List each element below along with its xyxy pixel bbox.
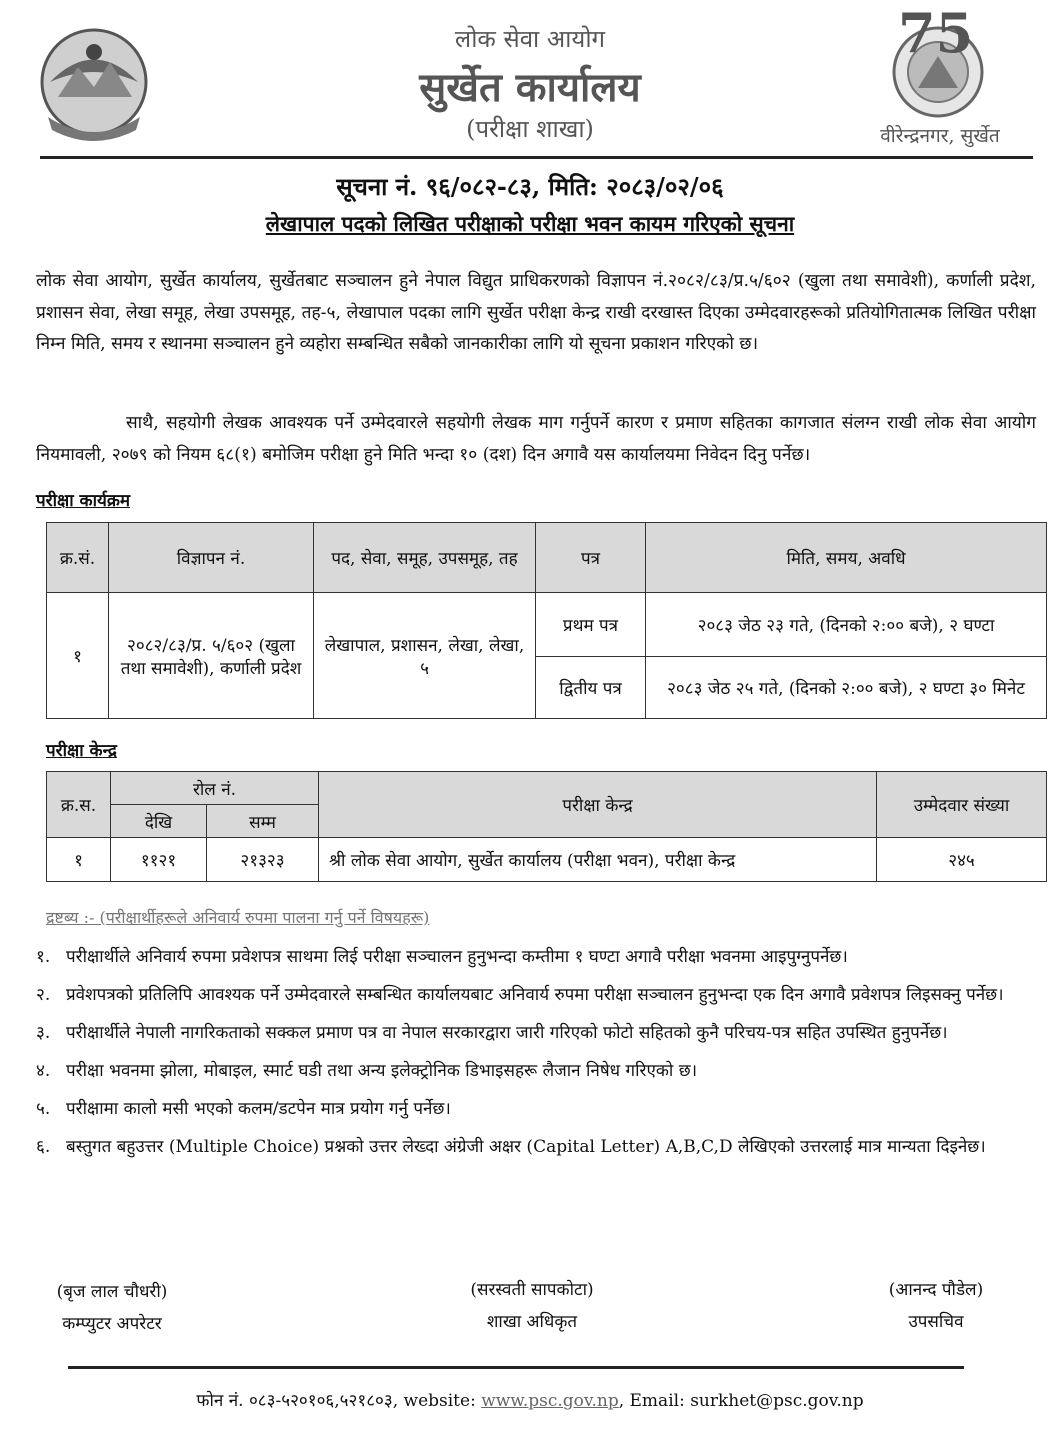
body-paragraph-1: लोक सेवा आयोग, सुर्खेत कार्यालय, सुर्खेतबाट सञ्चालन हुने नेपाल विद्युत प्राधिकरणको विज्ञापन नं.२०८२/८३/प्र.५/६०२ (खुला तथा समावेशी), कर्णाली प्रदेश, प्रशासन सेवा, लेखा समूह, लेखा उपसमूह, तह-५, लेखापाल पदका लागि सुर्खेत परीक्षा केन्द्र राखी दरखास्त दिएका उम्मेदवारहरूको प्रतियोगितात्मक लिखित परीक्षा निम्न मिति, समय र स्थानमा सञ्चालन हुने व्यहोरा सम्बन्धित सबैको जानकारीका लागि यो सूचना प्रकाशन गरिएको छ। [36, 271, 1036, 354]
notice-subject [100, 210, 960, 238]
note-text: बस्तुगत बहुउत्तर (Multiple Choice) प्रश्नको उत्तर लेख्दा अंग्रेजी अक्षर (Capital Letter) A,B,C,D लेखिएको उत्तरलाई मात्र मान्यता दिइनेछ। [66, 1137, 986, 1157]
schedule-header-post: पद, सेवा, समूह, उपसमूह, तह [314, 523, 536, 593]
signature-title: उपसचिव [908, 1312, 964, 1332]
schedule-title: परीक्षा कार्यक्रम [36, 491, 131, 511]
note-text: परीक्षार्थीले नेपाली नागरिकताको सक्कल प्रमाण पत्र वा नेपाल सरकारद्वारा जारी गरिएको फोटो सहितको कुनै परिचय-पत्र सहित उपस्थित हुनुपर्नेछ। [66, 1023, 948, 1043]
footer-email: , Email: surkhet@psc.gov.np [618, 1391, 864, 1411]
footer-contact [60, 1388, 1000, 1411]
notice-subject-text: लेखापाल पदको लिखित परीक्षाको परीक्षा भवन कायम गरिएको सूचना [265, 211, 795, 236]
org-name: लोक सेवा आयोग [454, 25, 606, 53]
schedule-header-adv: विज्ञापन नं. [109, 523, 314, 593]
footer-website-link[interactable]: www.psc.gov.np [481, 1391, 619, 1411]
signature-block-1 [12, 1276, 212, 1340]
schedule-paper-2: द्वितीय पत्र [536, 657, 646, 719]
branch-name: (परीक्षा शाखा) [466, 115, 594, 143]
note-item [36, 1054, 1036, 1088]
logo-number: 75 [898, 8, 974, 65]
psc-75-years-logo-icon [878, 8, 998, 120]
note-text: प्रवेशपत्रको प्रतिलिपि आवश्यक पर्ने उम्मेदवारले सम्बन्धित कार्यालयबाट अनिवार्य रुपमा परीक्षा सञ्चालन हुनुभन्दा एक दिन अगावै प्रवेशपत्र लिइसक्नु पर्नेछ। [66, 985, 1004, 1005]
signature-name: (सरस्वती सापकोटा) [470, 1280, 594, 1300]
centre-header-to: सम्म [207, 805, 319, 838]
footer-divider [68, 1366, 964, 1369]
office-location: वीरेन्द्रनगर, सुर्खेत [880, 125, 1000, 147]
centre-header-count: उम्मेदवार संख्या [877, 772, 1047, 838]
header-divider [40, 156, 1033, 159]
schedule-adv-no: २०८२/८३/प्र. ५/६०२ (खुला तथा समावेशी), कर्णाली प्रदेश [109, 593, 314, 719]
schedule-header-paper: पत्र [536, 523, 646, 593]
body-paragraph-2: साथै, सहयोगी लेखक आवश्यक पर्ने उम्मेदवारले सहयोगी लेखक माग गर्नुपर्ने कारण र प्रमाण सहितका कागजात संलग्न राखी लोक सेवा आयोग नियमावली, २०७९ को नियम ६८(१) बमोजिम परीक्षा हुने मिति भन्दा १० (दश) दिन अगावै यस कार्यालयमा निवेदन दिनु पर्नेछ। [36, 413, 1036, 465]
centre-header-roll: रोल नं. [111, 772, 319, 805]
note-item [36, 978, 1036, 1012]
schedule-sn: १ [47, 593, 109, 719]
schedule-datetime-1: २०८३ जेठ २३ गते, (दिनको २:०० बजे), २ घण्टा [646, 593, 1047, 657]
schedule-header-datetime: मिति, समय, अवधि [646, 523, 1047, 593]
schedule-table [46, 522, 1047, 719]
signature-title: शाखा अधिकृत [486, 1312, 578, 1332]
centre-count: २४५ [877, 838, 1047, 882]
note-number: ५. [36, 1099, 51, 1119]
centre-roll-from: ११२१ [111, 838, 207, 882]
signature-block-2 [432, 1274, 632, 1338]
signature-name: (आनन्द पौडेल) [888, 1280, 984, 1300]
note-item [36, 940, 1036, 974]
notes-list [36, 940, 1036, 1168]
schedule-post: लेखापाल, प्रशासन, लेखा, लेखा, ५ [314, 593, 536, 719]
note-number: १. [36, 947, 51, 967]
note-number: ६. [36, 1137, 51, 1157]
note-item [36, 1016, 1036, 1050]
note-item [36, 1130, 1036, 1164]
centre-roll-to: २१३२३ [207, 838, 319, 882]
centre-header-sn: क्र.स. [47, 772, 111, 838]
note-text: परीक्षार्थीले अनिवार्य रुपमा प्रवेशपत्र साथमा लिई परीक्षा सञ्चालन हुनुभन्दा कम्तीमा १ घण्टा अगावै परीक्षा भवनमा आइपुग्नुपर्नेछ। [66, 947, 848, 967]
schedule-header-sn: क्र.सं. [47, 523, 109, 593]
signature-block-3 [836, 1274, 1036, 1338]
nepal-emblem-icon [28, 22, 160, 146]
note-text: परीक्षामा कालो मसी भएको कलम/डटपेन मात्र प्रयोग गर्नु पर्नेछ। [66, 1099, 451, 1119]
note-item [36, 1092, 1036, 1126]
signature-title: कम्प्युटर अपरेटर [62, 1314, 162, 1334]
centre-table [46, 771, 1047, 882]
notes-title: द्रष्टब्य :- (परीक्षार्थीहरूले अनिवार्य रुपमा पालना गर्नु पर्ने विषयहरू) [46, 908, 430, 927]
note-number: ३. [36, 1023, 51, 1043]
note-text: परीक्षा भवनमा झोला, मोबाइल, स्मार्ट घडी तथा अन्य इलेक्ट्रोनिक डिभाइसहरू लैजान निषेध गरिएको छ। [66, 1061, 698, 1081]
footer-phone: फोन नं. ०८३-५२०१०६,५२१८०३, website: [196, 1391, 482, 1411]
centre-header-from: देखि [111, 805, 207, 838]
centre-sn: १ [47, 838, 111, 882]
note-number: २. [36, 985, 51, 1005]
note-number: ४. [36, 1061, 51, 1081]
signature-name: (बृज लाल चौधरी) [56, 1282, 168, 1302]
office-name: सुर्खेत कार्यालय [419, 64, 641, 111]
centre-header-centre: परीक्षा केन्द्र [319, 772, 877, 838]
schedule-datetime-2: २०८३ जेठ २५ गते, (दिनको २:०० बजे), २ घण्टा ३० मिनेट [646, 657, 1047, 719]
schedule-paper-1: प्रथम पत्र [536, 593, 646, 657]
notice-number: सूचना नं. ९६/०८२-८३, मिति: २०८३/०२/०६ [336, 172, 724, 201]
centre-title: परीक्षा केन्द्र [46, 741, 117, 761]
centre-name: श्री लोक सेवा आयोग, सुर्खेत कार्यालय (परीक्षा भवन), परीक्षा केन्द्र [319, 838, 877, 882]
